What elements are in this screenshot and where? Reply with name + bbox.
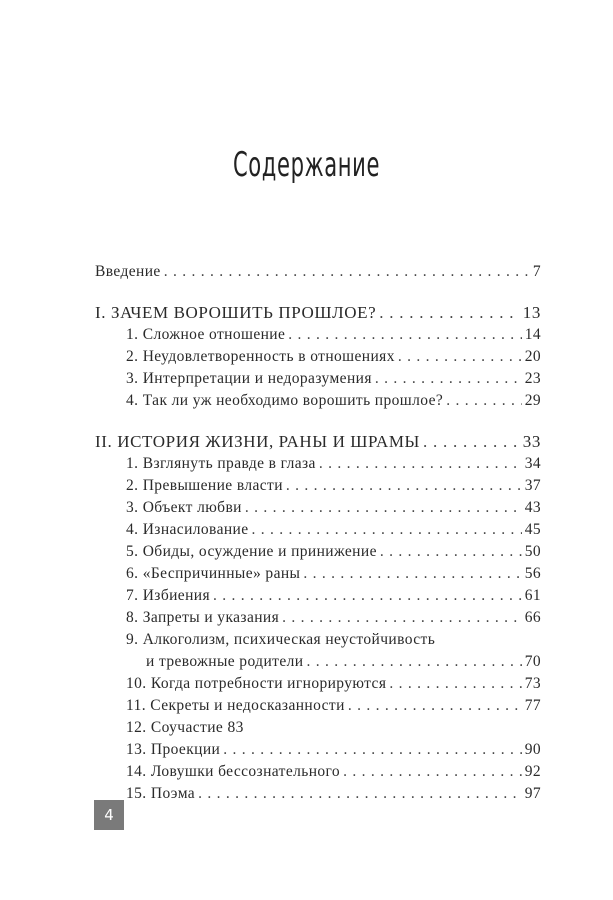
entry-page: 45 [524, 521, 541, 538]
page-number-badge: 4 [94, 800, 124, 830]
entry-label: 8. Запреты и указания [126, 609, 280, 626]
entry-page: 7 [532, 263, 541, 280]
toc-entry[interactable] [95, 519, 541, 541]
dot-leader [319, 453, 522, 475]
toc-entry[interactable] [95, 629, 541, 651]
entry-label: 13. Проекции [126, 741, 221, 758]
toc-entry[interactable] [95, 695, 541, 717]
entry-page: 14 [524, 326, 541, 343]
dot-leader [164, 261, 530, 283]
entry-page: 50 [524, 543, 541, 560]
entry-label: 12. Соучастие 83 [126, 719, 244, 736]
entry-label: и тревожные родители [146, 653, 304, 670]
entry-page: 73 [524, 675, 541, 692]
entry-page: 90 [524, 741, 541, 758]
toc-entry[interactable] [95, 761, 541, 783]
entry-page: 23 [524, 370, 541, 387]
dot-leader [282, 607, 522, 629]
entry-page: 29 [524, 392, 541, 409]
entry-label: 1. Взглянуть правде в глаза [126, 455, 316, 472]
dot-leader [398, 346, 522, 368]
entry-label: Введение [95, 263, 161, 280]
toc-entry[interactable] [95, 368, 541, 390]
dot-leader [389, 673, 521, 695]
toc-entry[interactable] [95, 346, 541, 368]
entry-label: 4. Так ли уж необходимо ворошить прошлое? [126, 392, 444, 409]
toc-entry-continuation[interactable] [95, 651, 541, 673]
toc-entry[interactable] [95, 475, 541, 497]
dot-leader [286, 475, 522, 497]
page-title: Содержание [232, 144, 381, 185]
dot-leader [252, 519, 522, 541]
toc-entry[interactable] [95, 324, 541, 346]
dot-leader [245, 497, 522, 519]
entry-page: 34 [524, 455, 541, 472]
toc-section-heading[interactable] [95, 431, 541, 453]
entry-label: 10. Когда потребности игнорируются [126, 675, 387, 692]
toc-entry[interactable] [95, 563, 541, 585]
toc-entry[interactable] [95, 783, 541, 805]
toc-entry[interactable] [95, 673, 541, 695]
dot-leader [423, 431, 520, 453]
entry-label: II. ИСТОРИЯ ЖИЗНИ, РАНЫ И ШРАМЫ [95, 432, 420, 451]
entry-page: 33 [522, 432, 541, 451]
dot-leader [223, 739, 521, 761]
entry-label: 6. «Беспричинные» раны [126, 565, 301, 582]
entry-label: I. ЗАЧЕМ ВОРОШИТЬ ПРОШЛОЕ? [95, 303, 377, 322]
toc-entry[interactable] [95, 453, 541, 475]
entry-page: 37 [524, 477, 541, 494]
entry-page: 66 [524, 609, 541, 626]
entry-page: 92 [524, 763, 541, 780]
entry-page: 13 [522, 303, 541, 322]
entry-label: 4. Изнасилование [126, 521, 249, 538]
toc-entry[interactable] [95, 541, 541, 563]
entry-page: 77 [524, 697, 541, 714]
entry-label: 15. Поэма [126, 785, 196, 802]
dot-leader [303, 563, 521, 585]
entry-label: 2. Превышение власти [126, 477, 283, 494]
dot-leader [343, 761, 522, 783]
entry-label: 7. Избиения [126, 587, 210, 604]
entry-label: 1. Сложное отношение [126, 326, 286, 343]
entry-label: 3. Интерпретации и недоразумения [126, 370, 372, 387]
entry-page: 97 [524, 785, 541, 802]
entry-page: 56 [524, 565, 541, 582]
toc-entry[interactable] [95, 717, 541, 739]
toc-entry[interactable] [95, 607, 541, 629]
dot-leader [348, 695, 522, 717]
toc-entry[interactable] [95, 390, 541, 412]
dot-leader [306, 651, 521, 673]
entry-label: 5. Обиды, осуждение и принижение [126, 543, 377, 560]
dot-leader [375, 368, 522, 390]
entry-page: 20 [524, 348, 541, 365]
dot-leader [379, 302, 520, 324]
dot-leader [288, 324, 521, 346]
dot-leader [446, 390, 522, 412]
entry-page: 43 [524, 499, 541, 516]
entry-label: 14. Ловушки бессознательного [126, 763, 341, 780]
toc-entry-intro[interactable] [95, 261, 541, 283]
entry-label: 9. Алкоголизм, психическая неустойчивость [126, 631, 436, 648]
dot-leader [198, 783, 522, 805]
toc-entry[interactable] [95, 739, 541, 761]
toc-entry[interactable] [95, 585, 541, 607]
entry-page: 61 [524, 587, 541, 604]
table-of-contents [95, 261, 541, 805]
toc-section-heading[interactable] [95, 302, 541, 324]
entry-label: 11. Секреты и недосказанности [126, 697, 345, 714]
dot-leader [380, 541, 522, 563]
dot-leader [213, 585, 522, 607]
entry-label: 2. Неудовлетворенность в отношениях [126, 348, 395, 365]
entry-label: 3. Объект любви [126, 499, 242, 516]
toc-entry[interactable] [95, 497, 541, 519]
entry-page: 70 [524, 653, 541, 670]
